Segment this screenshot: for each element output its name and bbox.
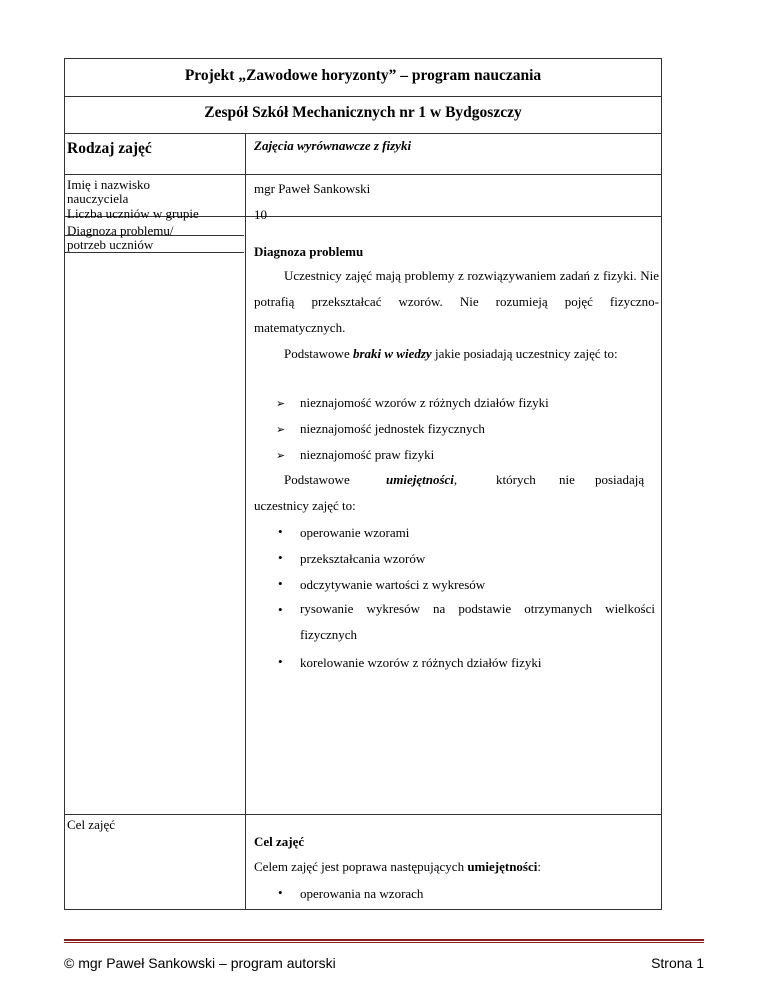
footer-page-number: Strona 1 bbox=[651, 955, 704, 971]
bullet-icon: • bbox=[278, 576, 283, 591]
bullet-icon: • bbox=[278, 550, 283, 565]
footer-author: © mgr Paweł Sankowski – program autorski bbox=[64, 955, 336, 971]
document-table bbox=[64, 58, 662, 910]
rodzaj-value: Zajęcia wyrównawcze z fizyki bbox=[254, 138, 412, 153]
arrow-bullet-icon: ➢ bbox=[276, 450, 286, 462]
skills-intro-word: Podstawowe bbox=[284, 472, 350, 487]
students-value: 10 bbox=[254, 207, 267, 222]
skill-item: odczytywanie wartości z wykresów bbox=[300, 577, 486, 592]
diagnosis-heading: Diagnoza problemu bbox=[254, 244, 364, 259]
skill-item: przekształcania wzorów bbox=[300, 551, 426, 566]
arrow-bullet-icon: ➢ bbox=[276, 398, 286, 410]
bullet-icon: • bbox=[278, 654, 283, 669]
teacher-label: Imię i nazwisko nauczyciela bbox=[67, 177, 151, 206]
arrow-bullet-icon: ➢ bbox=[276, 424, 286, 436]
teacher-value: mgr Paweł Sankowski bbox=[254, 181, 371, 196]
skills-intro-word: nie bbox=[559, 472, 575, 487]
gap-item: nieznajomość praw fizyki bbox=[300, 447, 435, 462]
goal-text: Celem zajęć jest poprawa następujących umiejętności: bbox=[254, 859, 541, 874]
skill-item: korelowanie wzorów z różnych działów fizyki bbox=[300, 655, 542, 670]
bullet-icon: • bbox=[278, 885, 283, 900]
knowledge-gaps-intro: Podstawowe braki w wiedzy jakie posiadają uczestnicy zajęć to: bbox=[284, 346, 618, 361]
skills-intro-word: których bbox=[496, 472, 536, 487]
diagnosis-paragraph: Uczestnicy zajęć mają problemy z rozwiązywaniem zadań z fizyki. Nie potrafią przekształcać wzorów. Nie rozumieją pojęć fizyczno-matematycznych. bbox=[254, 268, 659, 335]
skills-intro-end: uczestnicy zajęć to: bbox=[254, 498, 356, 513]
diagnosis-label: Diagnoza problemu/ potrzeb uczniów bbox=[67, 223, 174, 252]
skills-keyword: umiejętności, bbox=[386, 472, 458, 487]
skills-intro-word: posiadają bbox=[595, 472, 645, 487]
goal-item: operowania na wzorach bbox=[300, 886, 424, 901]
bullet-icon: • bbox=[278, 524, 283, 539]
goal-label: Cel zajęć bbox=[67, 817, 115, 832]
project-title: Projekt „Zawodowe horyzonty” – program nauczania bbox=[184, 67, 542, 84]
skill-item: rysowanie wykresów na podstawie otrzymanych wielkości fizycznych bbox=[300, 601, 655, 642]
footer-rule bbox=[64, 939, 704, 941]
bullet-icon: • bbox=[278, 602, 283, 617]
footer-rule bbox=[64, 942, 704, 943]
school-name: Zespół Szkół Mechanicznych nr 1 w Bydgoszczy bbox=[204, 104, 522, 121]
rodzaj-label: Rodzaj zajęć bbox=[67, 140, 152, 157]
gap-item: nieznajomość jednostek fizycznych bbox=[300, 421, 485, 436]
students-label: Liczba uczniów w grupie bbox=[67, 206, 199, 221]
skill-item: operowanie wzorami bbox=[300, 525, 410, 540]
goal-heading: Cel zajęć bbox=[254, 834, 305, 849]
gap-item: nieznajomość wzorów z różnych działów fizyki bbox=[300, 395, 549, 410]
